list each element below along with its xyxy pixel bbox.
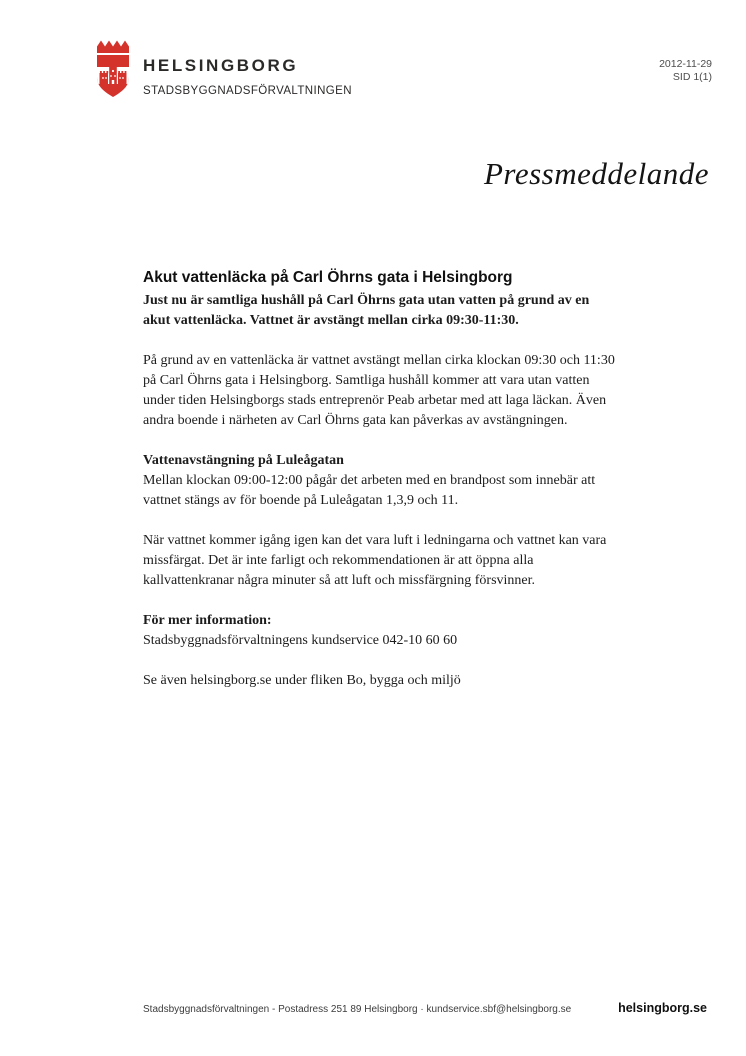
document-date: 2012-11-29: [659, 58, 712, 70]
letterhead: [143, 56, 352, 97]
article-paragraph: På grund av en vattenläcka är vattnet avstängt mellan cirka klockan 09:30 och 11:30 på Carl Öhrns gata i Helsingborg. Samtliga hushåll kommer att vara utan vatten under tiden Helsingborgs stads entreprenör Peab arbetar med att laga läckan. Även andra boende i närheten av Carl Öhrns gata kan påverkas av avstängningen.: [143, 353, 615, 428]
article-paragraph: När vattnet kommer igång igen kan det vara luft i ledningarna och vattnet kan vara missfärgat. Det är inte farligt och rekommendationen är att öppna alla kallvattenkranar några minuter så att luft och missfärgning försvinner.: [143, 533, 607, 588]
article-body: [143, 269, 615, 691]
article-title: Akut vattenläcka på Carl Öhrns gata i Helsingborg: [143, 269, 513, 286]
document-meta: [659, 58, 712, 84]
section-subheading: Vattenavstängning på Luleågatan: [143, 453, 344, 468]
document-type-heading: Pressmeddelande: [483, 156, 709, 191]
contact-info: Stadsbyggnadsförvaltningens kundservice 042-10 60 60: [143, 633, 458, 648]
contact-heading: För mer information:: [143, 613, 272, 628]
helsingborg-coat-of-arms-icon: [93, 40, 133, 98]
department-name: STADSBYGGNADSFÖRVALTNINGEN: [143, 85, 352, 97]
page-footer: [143, 1001, 707, 1015]
see-also-note: Se även helsingborg.se under fliken Bo, bygga och miljö: [143, 673, 461, 688]
footer-contact-info: Stadsbyggnadsförvaltningen - Postadress 251 89 Helsingborg · kundservice.sbf@helsingborg.se: [143, 1004, 572, 1015]
footer-website: helsingborg.se: [618, 1001, 707, 1015]
article-paragraph: Mellan klockan 09:00-12:00 pågår det arbeten med en brandpost som innebär att vattnet stängs av för boende på Luleågatan 1,3,9 och 11.: [143, 473, 596, 508]
article-lead: Just nu är samtliga hushåll på Carl Öhrns gata utan vatten på grund av en akut vattenläcka. Vattnet är avstängt mellan cirka 09:30-11:30.: [143, 293, 590, 328]
org-name: HELSINGBORG: [143, 56, 299, 75]
page-indicator: SID 1(1): [672, 71, 712, 83]
